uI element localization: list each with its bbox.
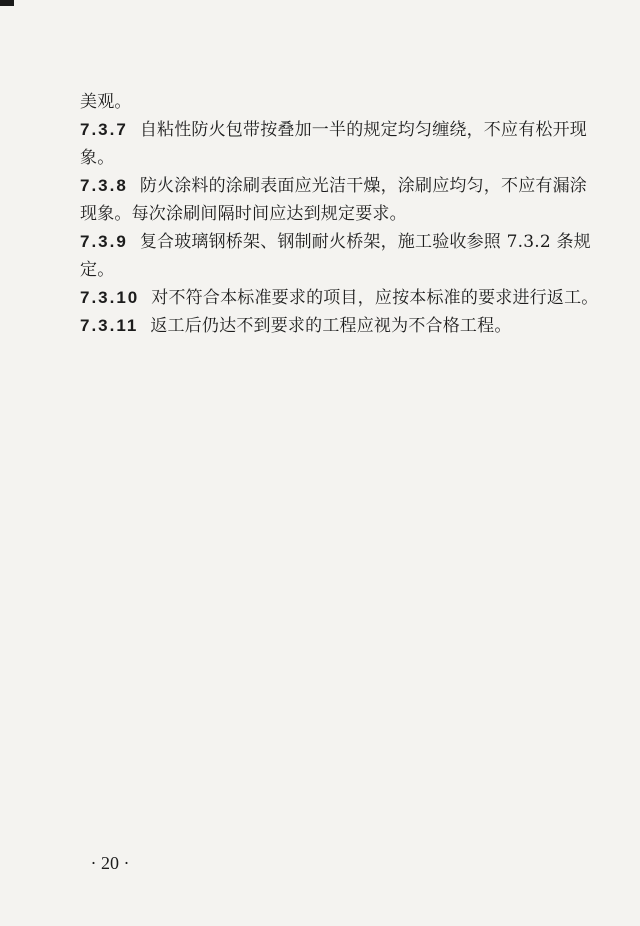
clause-7-3-7 — [80, 116, 600, 144]
clause-7-3-9-continuation: 定。 — [80, 260, 115, 280]
page-number: · 20 · — [90, 853, 130, 873]
clause-7-3-8 — [80, 172, 600, 200]
continued-line: 美观。 — [80, 92, 132, 112]
clause-7-3-11 — [80, 312, 600, 340]
clause-text: 自粘性防火包带按叠加一半的规定均匀缠绕，不应有松开现 — [139, 120, 588, 140]
clause-number: 7.3.9 — [80, 232, 128, 251]
clause-number: 7.3.10 — [80, 288, 140, 307]
clause-text: 对不符合本标准要求的项目，应按本标准的要求进行返工。 — [151, 288, 599, 308]
clause-7-3-9 — [80, 228, 600, 256]
clause-number: 7.3.8 — [80, 176, 128, 195]
scan-corner-mark — [0, 0, 14, 6]
clause-7-3-8-continuation: 现象。每次涂刷间隔时间应达到规定要求。 — [80, 204, 407, 224]
clause-number: 7.3.11 — [80, 316, 139, 335]
clause-text: 返工后仍达不到要求的工程应视为不合格工程。 — [150, 316, 512, 336]
page-body — [80, 88, 600, 340]
clause-7-3-10 — [80, 284, 600, 312]
clause-7-3-7-continuation: 象。 — [80, 148, 115, 168]
clause-number: 7.3.7 — [80, 120, 128, 139]
clause-text: 防火涂料的涂刷表面应光洁干燥，涂刷应均匀，不应有漏涂 — [139, 176, 588, 196]
clause-text: 复合玻璃钢桥架、钢制耐火桥架，施工验收参照 7.3.2 条规 — [139, 232, 591, 252]
